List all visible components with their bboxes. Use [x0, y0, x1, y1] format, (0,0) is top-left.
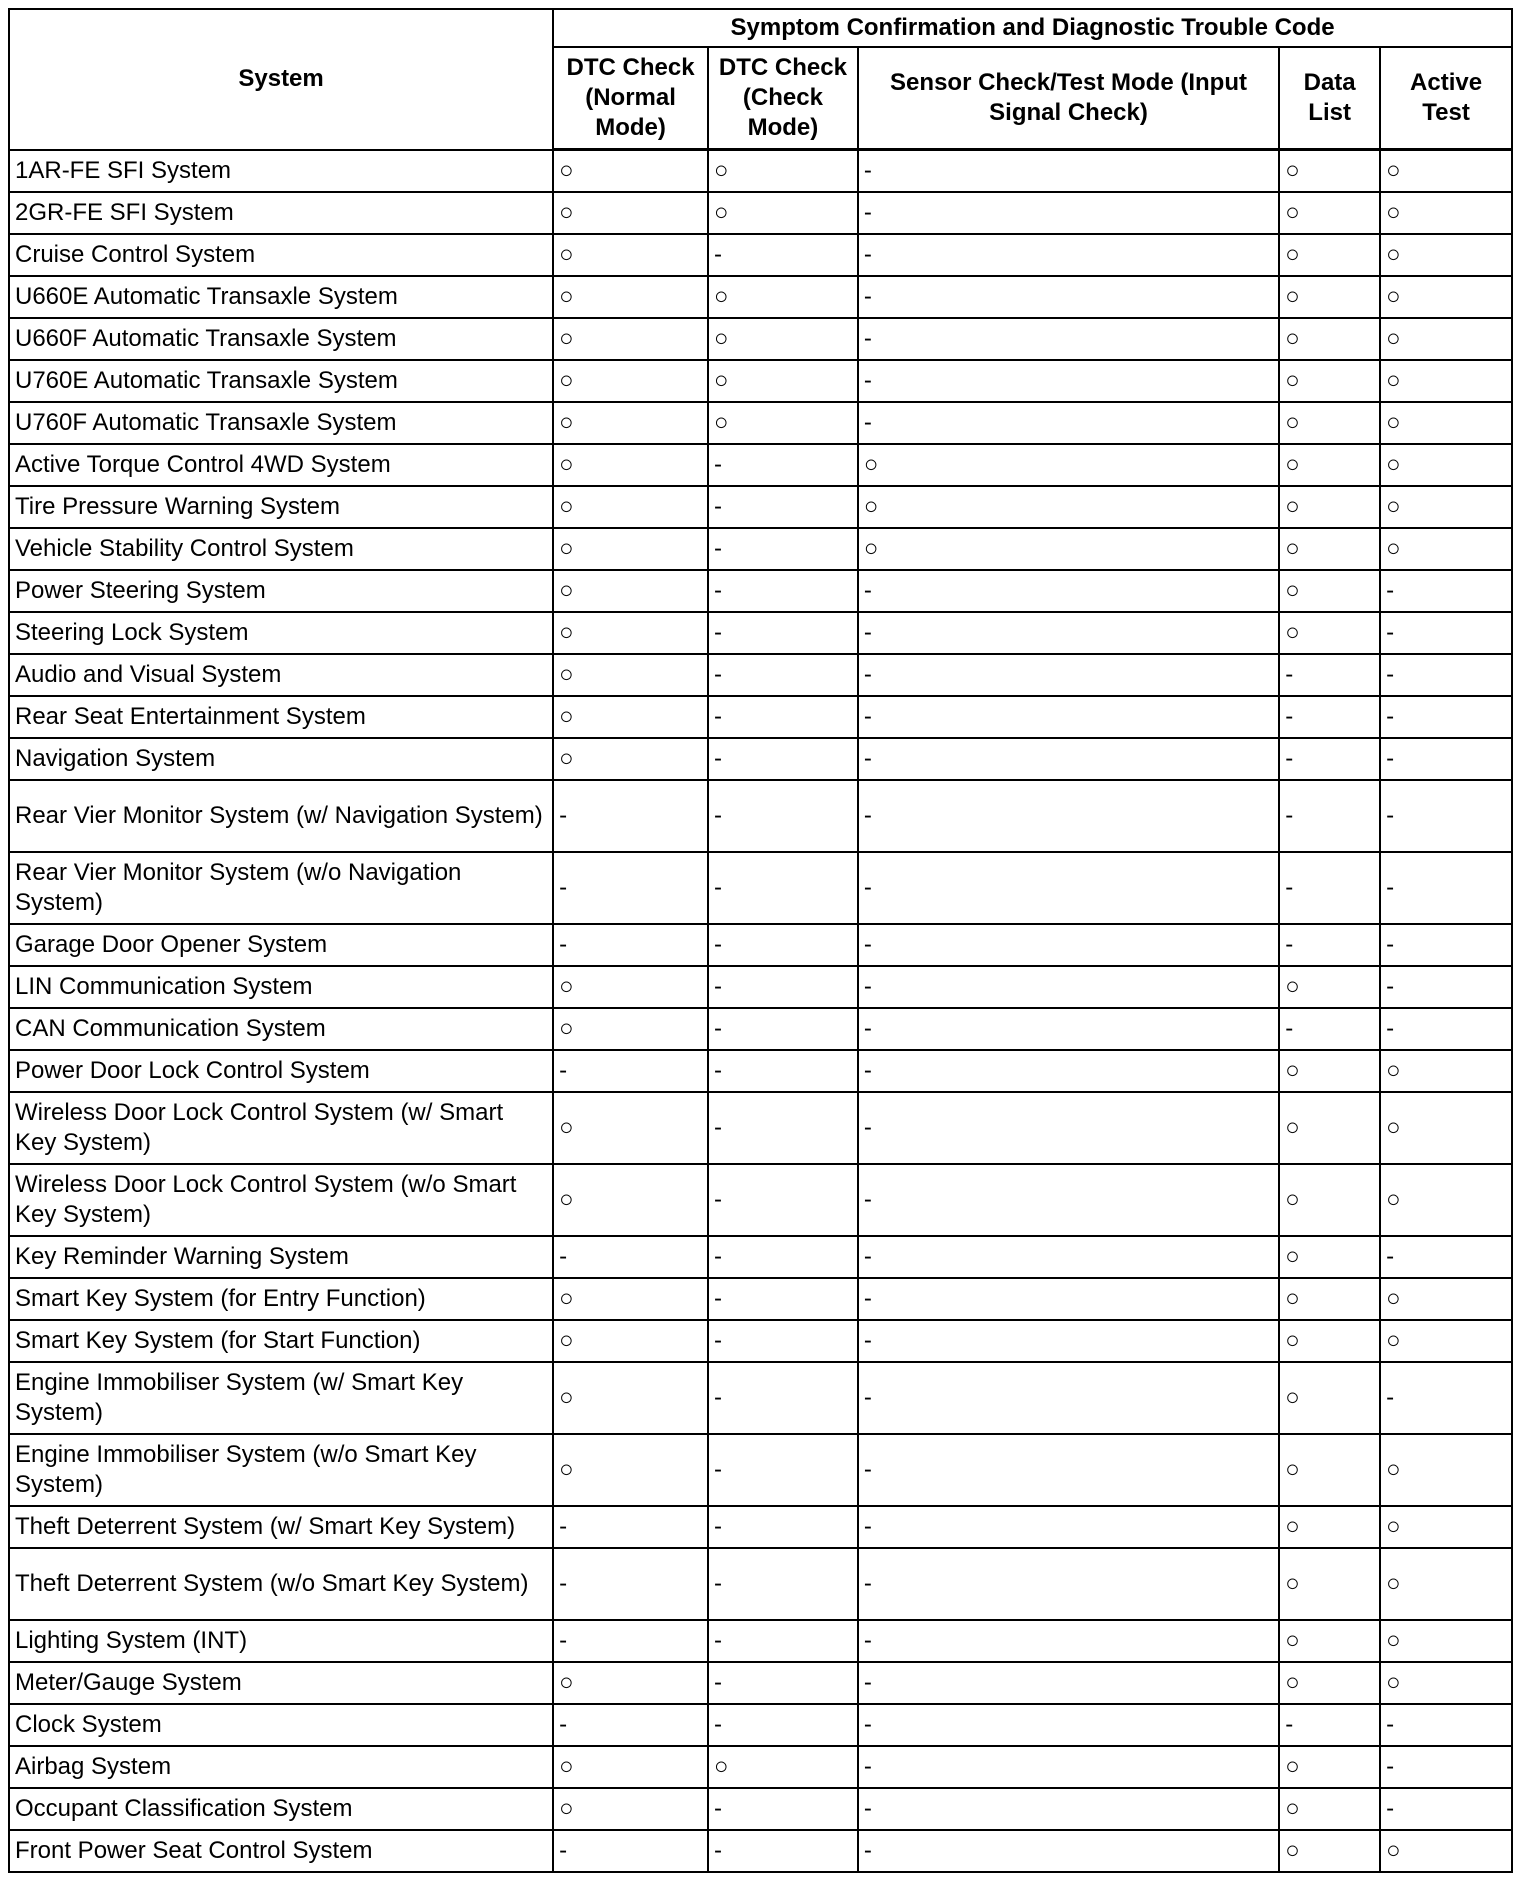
dtc-check-cell: -	[708, 1008, 858, 1050]
data-list-cell: -	[1279, 1008, 1380, 1050]
sensor-check-cell: -	[858, 1008, 1279, 1050]
sensor-check-cell: -	[858, 1548, 1279, 1620]
table-row	[9, 1746, 1512, 1788]
active-test-cell: ○	[1380, 150, 1512, 192]
dtc-normal-cell: ○	[553, 318, 708, 360]
dtc-check-cell: -	[708, 444, 858, 486]
system-name-cell: Smart Key System (for Start Function)	[9, 1320, 553, 1362]
dtc-normal-cell: -	[553, 780, 708, 852]
sensor-check-cell: ○	[858, 528, 1279, 570]
data-list-cell: ○	[1279, 1050, 1380, 1092]
dtc-normal-cell: ○	[553, 486, 708, 528]
active-test-cell: -	[1380, 1362, 1512, 1434]
table-row	[9, 360, 1512, 402]
table-row	[9, 402, 1512, 444]
system-name-cell: Smart Key System (for Entry Function)	[9, 1278, 553, 1320]
sensor-check-cell: -	[858, 738, 1279, 780]
dtc-check-cell: -	[708, 696, 858, 738]
data-list-cell: ○	[1279, 1662, 1380, 1704]
data-list-cell: ○	[1279, 1788, 1380, 1830]
active-test-cell: ○	[1380, 1320, 1512, 1362]
data-list-cell: ○	[1279, 402, 1380, 444]
system-name-cell: Rear Vier Monitor System (w/o Navigation System)	[9, 852, 553, 924]
table-row	[9, 528, 1512, 570]
dtc-check-cell: -	[708, 780, 858, 852]
dtc-normal-cell: ○	[553, 1320, 708, 1362]
system-name-cell: Power Steering System	[9, 570, 553, 612]
active-test-cell: ○	[1380, 528, 1512, 570]
dtc-normal-cell: ○	[553, 738, 708, 780]
system-name-cell: Wireless Door Lock Control System (w/o Smart Key System)	[9, 1164, 553, 1236]
header-sensor-check: Sensor Check/Test Mode (Input Signal Check)	[858, 47, 1279, 150]
system-name-cell: Active Torque Control 4WD System	[9, 444, 553, 486]
active-test-cell: ○	[1380, 360, 1512, 402]
active-test-cell: ○	[1380, 234, 1512, 276]
active-test-cell: ○	[1380, 1092, 1512, 1164]
system-name-cell: Audio and Visual System	[9, 654, 553, 696]
active-test-cell: -	[1380, 924, 1512, 966]
sensor-check-cell: -	[858, 1362, 1279, 1434]
active-test-cell: -	[1380, 570, 1512, 612]
sensor-check-cell: -	[858, 654, 1279, 696]
active-test-cell: ○	[1380, 1620, 1512, 1662]
table-row	[9, 192, 1512, 234]
active-test-cell: -	[1380, 1788, 1512, 1830]
dtc-check-cell: -	[708, 1704, 858, 1746]
dtc-check-cell: -	[708, 966, 858, 1008]
sensor-check-cell: -	[858, 402, 1279, 444]
dtc-check-cell: -	[708, 852, 858, 924]
dtc-check-cell: -	[708, 1278, 858, 1320]
data-list-cell: ○	[1279, 192, 1380, 234]
sensor-check-cell: -	[858, 924, 1279, 966]
active-test-cell: -	[1380, 1746, 1512, 1788]
data-list-cell: ○	[1279, 276, 1380, 318]
table-row	[9, 1278, 1512, 1320]
active-test-cell: ○	[1380, 1662, 1512, 1704]
sensor-check-cell: -	[858, 1830, 1279, 1872]
table-row	[9, 966, 1512, 1008]
sensor-check-cell: -	[858, 1092, 1279, 1164]
system-name-cell: Key Reminder Warning System	[9, 1236, 553, 1278]
dtc-check-cell: -	[708, 528, 858, 570]
dtc-check-cell: -	[708, 1164, 858, 1236]
data-list-cell: ○	[1279, 1434, 1380, 1506]
data-list-cell: -	[1279, 1704, 1380, 1746]
dtc-check-cell: -	[708, 1788, 858, 1830]
table-row	[9, 780, 1512, 852]
dtc-normal-cell: ○	[553, 192, 708, 234]
dtc-check-cell: -	[708, 1362, 858, 1434]
dtc-normal-cell: ○	[553, 150, 708, 192]
table-row	[9, 696, 1512, 738]
data-list-cell: ○	[1279, 1236, 1380, 1278]
system-name-cell: Engine Immobiliser System (w/o Smart Key System)	[9, 1434, 553, 1506]
system-name-cell: U660E Automatic Transaxle System	[9, 276, 553, 318]
dtc-normal-cell: ○	[553, 612, 708, 654]
system-name-cell: Garage Door Opener System	[9, 924, 553, 966]
table-row	[9, 1362, 1512, 1434]
sensor-check-cell: -	[858, 150, 1279, 192]
sensor-check-cell: -	[858, 780, 1279, 852]
dtc-normal-cell: ○	[553, 966, 708, 1008]
system-name-cell: U660F Automatic Transaxle System	[9, 318, 553, 360]
active-test-cell: -	[1380, 966, 1512, 1008]
system-name-cell: Clock System	[9, 1704, 553, 1746]
data-list-cell: ○	[1279, 150, 1380, 192]
data-list-cell: ○	[1279, 1746, 1380, 1788]
table-row	[9, 612, 1512, 654]
system-name-cell: Occupant Classification System	[9, 1788, 553, 1830]
dtc-check-cell: -	[708, 234, 858, 276]
sensor-check-cell: -	[858, 966, 1279, 1008]
data-list-cell: ○	[1279, 1320, 1380, 1362]
dtc-normal-cell: ○	[553, 360, 708, 402]
dtc-check-cell: -	[708, 654, 858, 696]
sensor-check-cell: -	[858, 696, 1279, 738]
system-name-cell: U760E Automatic Transaxle System	[9, 360, 553, 402]
data-list-cell: ○	[1279, 486, 1380, 528]
system-name-cell: Power Door Lock Control System	[9, 1050, 553, 1092]
dtc-check-cell: -	[708, 1434, 858, 1506]
dtc-normal-cell: -	[553, 924, 708, 966]
active-test-cell: -	[1380, 780, 1512, 852]
sensor-check-cell: -	[858, 1506, 1279, 1548]
dtc-normal-cell: ○	[553, 570, 708, 612]
data-list-cell: -	[1279, 780, 1380, 852]
active-test-cell: ○	[1380, 1830, 1512, 1872]
sensor-check-cell: -	[858, 1704, 1279, 1746]
data-list-cell: ○	[1279, 612, 1380, 654]
dtc-check-cell: -	[708, 924, 858, 966]
table-row	[9, 1320, 1512, 1362]
data-list-cell: -	[1279, 852, 1380, 924]
table-row	[9, 570, 1512, 612]
dtc-check-cell: -	[708, 486, 858, 528]
data-list-cell: ○	[1279, 528, 1380, 570]
data-list-cell: ○	[1279, 1620, 1380, 1662]
table-row	[9, 1092, 1512, 1164]
table-row	[9, 1548, 1512, 1620]
system-name-cell: Tire Pressure Warning System	[9, 486, 553, 528]
dtc-normal-cell: -	[553, 1704, 708, 1746]
dtc-normal-cell: ○	[553, 444, 708, 486]
system-name-cell: Meter/Gauge System	[9, 1662, 553, 1704]
dtc-normal-cell: ○	[553, 402, 708, 444]
dtc-check-cell: -	[708, 1320, 858, 1362]
active-test-cell: ○	[1380, 486, 1512, 528]
header-group-symptom-dtc: Symptom Confirmation and Diagnostic Trouble Code	[553, 9, 1512, 47]
dtc-normal-cell: -	[553, 1548, 708, 1620]
dtc-normal-cell: ○	[553, 1362, 708, 1434]
active-test-cell: -	[1380, 612, 1512, 654]
system-name-cell: Cruise Control System	[9, 234, 553, 276]
system-name-cell: 2GR-FE SFI System	[9, 192, 553, 234]
dtc-check-cell: ○	[708, 192, 858, 234]
data-list-cell: ○	[1279, 1548, 1380, 1620]
table-row	[9, 1236, 1512, 1278]
header-dtc-normal: DTC Check (Normal Mode)	[553, 47, 708, 150]
dtc-normal-cell: ○	[553, 1434, 708, 1506]
system-name-cell: Rear Vier Monitor System (w/ Navigation System)	[9, 780, 553, 852]
system-name-cell: Rear Seat Entertainment System	[9, 696, 553, 738]
sensor-check-cell: -	[858, 1620, 1279, 1662]
system-name-cell: Theft Deterrent System (w/ Smart Key System)	[9, 1506, 553, 1548]
data-list-cell: ○	[1279, 1830, 1380, 1872]
active-test-cell: ○	[1380, 1548, 1512, 1620]
data-list-cell: ○	[1279, 1506, 1380, 1548]
active-test-cell: ○	[1380, 402, 1512, 444]
system-name-cell: Navigation System	[9, 738, 553, 780]
data-list-cell: ○	[1279, 360, 1380, 402]
table-body	[9, 150, 1512, 1872]
dtc-normal-cell: -	[553, 1830, 708, 1872]
table-row	[9, 738, 1512, 780]
data-list-cell: ○	[1279, 1362, 1380, 1434]
table-row	[9, 150, 1512, 192]
sensor-check-cell: -	[858, 192, 1279, 234]
diagnostic-function-table	[8, 8, 1513, 1873]
dtc-check-cell: -	[708, 1092, 858, 1164]
data-list-cell: ○	[1279, 570, 1380, 612]
data-list-cell: ○	[1279, 444, 1380, 486]
data-list-cell: ○	[1279, 1278, 1380, 1320]
dtc-normal-cell: ○	[553, 1092, 708, 1164]
sensor-check-cell: -	[858, 1662, 1279, 1704]
system-name-cell: Steering Lock System	[9, 612, 553, 654]
header-data-list: Data List	[1279, 47, 1380, 150]
dtc-check-cell: -	[708, 570, 858, 612]
dtc-normal-cell: ○	[553, 1278, 708, 1320]
dtc-normal-cell: ○	[553, 1746, 708, 1788]
dtc-check-cell: -	[708, 1506, 858, 1548]
active-test-cell: ○	[1380, 444, 1512, 486]
dtc-check-cell: -	[708, 738, 858, 780]
dtc-normal-cell: -	[553, 1506, 708, 1548]
dtc-normal-cell: ○	[553, 528, 708, 570]
active-test-cell: ○	[1380, 192, 1512, 234]
dtc-check-cell: -	[708, 1236, 858, 1278]
dtc-check-cell: ○	[708, 1746, 858, 1788]
sensor-check-cell: -	[858, 852, 1279, 924]
active-test-cell: -	[1380, 1704, 1512, 1746]
system-name-cell: Front Power Seat Control System	[9, 1830, 553, 1872]
active-test-cell: -	[1380, 696, 1512, 738]
table-row	[9, 486, 1512, 528]
dtc-normal-cell: ○	[553, 1788, 708, 1830]
dtc-check-cell: -	[708, 1662, 858, 1704]
dtc-normal-cell: ○	[553, 1164, 708, 1236]
dtc-check-cell: ○	[708, 276, 858, 318]
table-row	[9, 318, 1512, 360]
active-test-cell: ○	[1380, 1164, 1512, 1236]
sensor-check-cell: -	[858, 1788, 1279, 1830]
sensor-check-cell: -	[858, 612, 1279, 654]
sensor-check-cell: -	[858, 1434, 1279, 1506]
active-test-cell: ○	[1380, 1050, 1512, 1092]
data-list-cell: -	[1279, 696, 1380, 738]
dtc-check-cell: -	[708, 1548, 858, 1620]
dtc-normal-cell: -	[553, 1236, 708, 1278]
table-row	[9, 924, 1512, 966]
sensor-check-cell: -	[858, 318, 1279, 360]
header-active-test: Active Test	[1380, 47, 1512, 150]
active-test-cell: ○	[1380, 318, 1512, 360]
active-test-cell: ○	[1380, 276, 1512, 318]
dtc-normal-cell: -	[553, 852, 708, 924]
header-dtc-check: DTC Check (Check Mode)	[708, 47, 858, 150]
sensor-check-cell: -	[858, 1320, 1279, 1362]
table-row	[9, 1830, 1512, 1872]
system-name-cell: Lighting System (INT)	[9, 1620, 553, 1662]
active-test-cell: -	[1380, 654, 1512, 696]
table-row	[9, 1434, 1512, 1506]
sensor-check-cell: -	[858, 570, 1279, 612]
system-name-cell: U760F Automatic Transaxle System	[9, 402, 553, 444]
data-list-cell: ○	[1279, 1092, 1380, 1164]
table-row	[9, 852, 1512, 924]
sensor-check-cell: ○	[858, 444, 1279, 486]
table-row	[9, 1620, 1512, 1662]
sensor-check-cell: -	[858, 234, 1279, 276]
dtc-normal-cell: ○	[553, 1662, 708, 1704]
sensor-check-cell: -	[858, 1746, 1279, 1788]
system-name-cell: Theft Deterrent System (w/o Smart Key System)	[9, 1548, 553, 1620]
data-list-cell: ○	[1279, 234, 1380, 276]
dtc-normal-cell: -	[553, 1050, 708, 1092]
data-list-cell: -	[1279, 924, 1380, 966]
dtc-check-cell: ○	[708, 402, 858, 444]
table-row	[9, 276, 1512, 318]
table-row	[9, 1788, 1512, 1830]
active-test-cell: ○	[1380, 1434, 1512, 1506]
sensor-check-cell: -	[858, 1278, 1279, 1320]
dtc-check-cell: -	[708, 1050, 858, 1092]
table-row	[9, 1008, 1512, 1050]
data-list-cell: -	[1279, 738, 1380, 780]
table-row	[9, 1164, 1512, 1236]
system-name-cell: Airbag System	[9, 1746, 553, 1788]
dtc-check-cell: ○	[708, 150, 858, 192]
dtc-normal-cell: ○	[553, 276, 708, 318]
sensor-check-cell: -	[858, 1236, 1279, 1278]
sensor-check-cell: -	[858, 1164, 1279, 1236]
system-name-cell: LIN Communication System	[9, 966, 553, 1008]
dtc-check-cell: ○	[708, 318, 858, 360]
sensor-check-cell: -	[858, 276, 1279, 318]
table-row	[9, 1050, 1512, 1092]
active-test-cell: -	[1380, 738, 1512, 780]
table-row	[9, 1506, 1512, 1548]
data-list-cell: ○	[1279, 318, 1380, 360]
dtc-normal-cell: -	[553, 1620, 708, 1662]
dtc-check-cell: -	[708, 1830, 858, 1872]
system-name-cell: CAN Communication System	[9, 1008, 553, 1050]
system-name-cell: Vehicle Stability Control System	[9, 528, 553, 570]
system-name-cell: 1AR-FE SFI System	[9, 150, 553, 192]
active-test-cell: -	[1380, 1008, 1512, 1050]
dtc-normal-cell: ○	[553, 654, 708, 696]
table-row	[9, 1662, 1512, 1704]
sensor-check-cell: -	[858, 1050, 1279, 1092]
data-list-cell: ○	[1279, 966, 1380, 1008]
dtc-normal-cell: ○	[553, 234, 708, 276]
active-test-cell: ○	[1380, 1278, 1512, 1320]
dtc-check-cell: -	[708, 612, 858, 654]
active-test-cell: -	[1380, 1236, 1512, 1278]
dtc-normal-cell: ○	[553, 1008, 708, 1050]
system-name-cell: Engine Immobiliser System (w/ Smart Key System)	[9, 1362, 553, 1434]
table-row	[9, 234, 1512, 276]
dtc-check-cell: ○	[708, 360, 858, 402]
header-system: System	[9, 9, 553, 150]
data-list-cell: -	[1279, 654, 1380, 696]
dtc-normal-cell: ○	[553, 696, 708, 738]
table-row	[9, 654, 1512, 696]
active-test-cell: -	[1380, 852, 1512, 924]
table-row	[9, 444, 1512, 486]
sensor-check-cell: ○	[858, 486, 1279, 528]
dtc-check-cell: -	[708, 1620, 858, 1662]
active-test-cell: ○	[1380, 1506, 1512, 1548]
sensor-check-cell: -	[858, 360, 1279, 402]
data-list-cell: ○	[1279, 1164, 1380, 1236]
system-name-cell: Wireless Door Lock Control System (w/ Smart Key System)	[9, 1092, 553, 1164]
table-row	[9, 1704, 1512, 1746]
